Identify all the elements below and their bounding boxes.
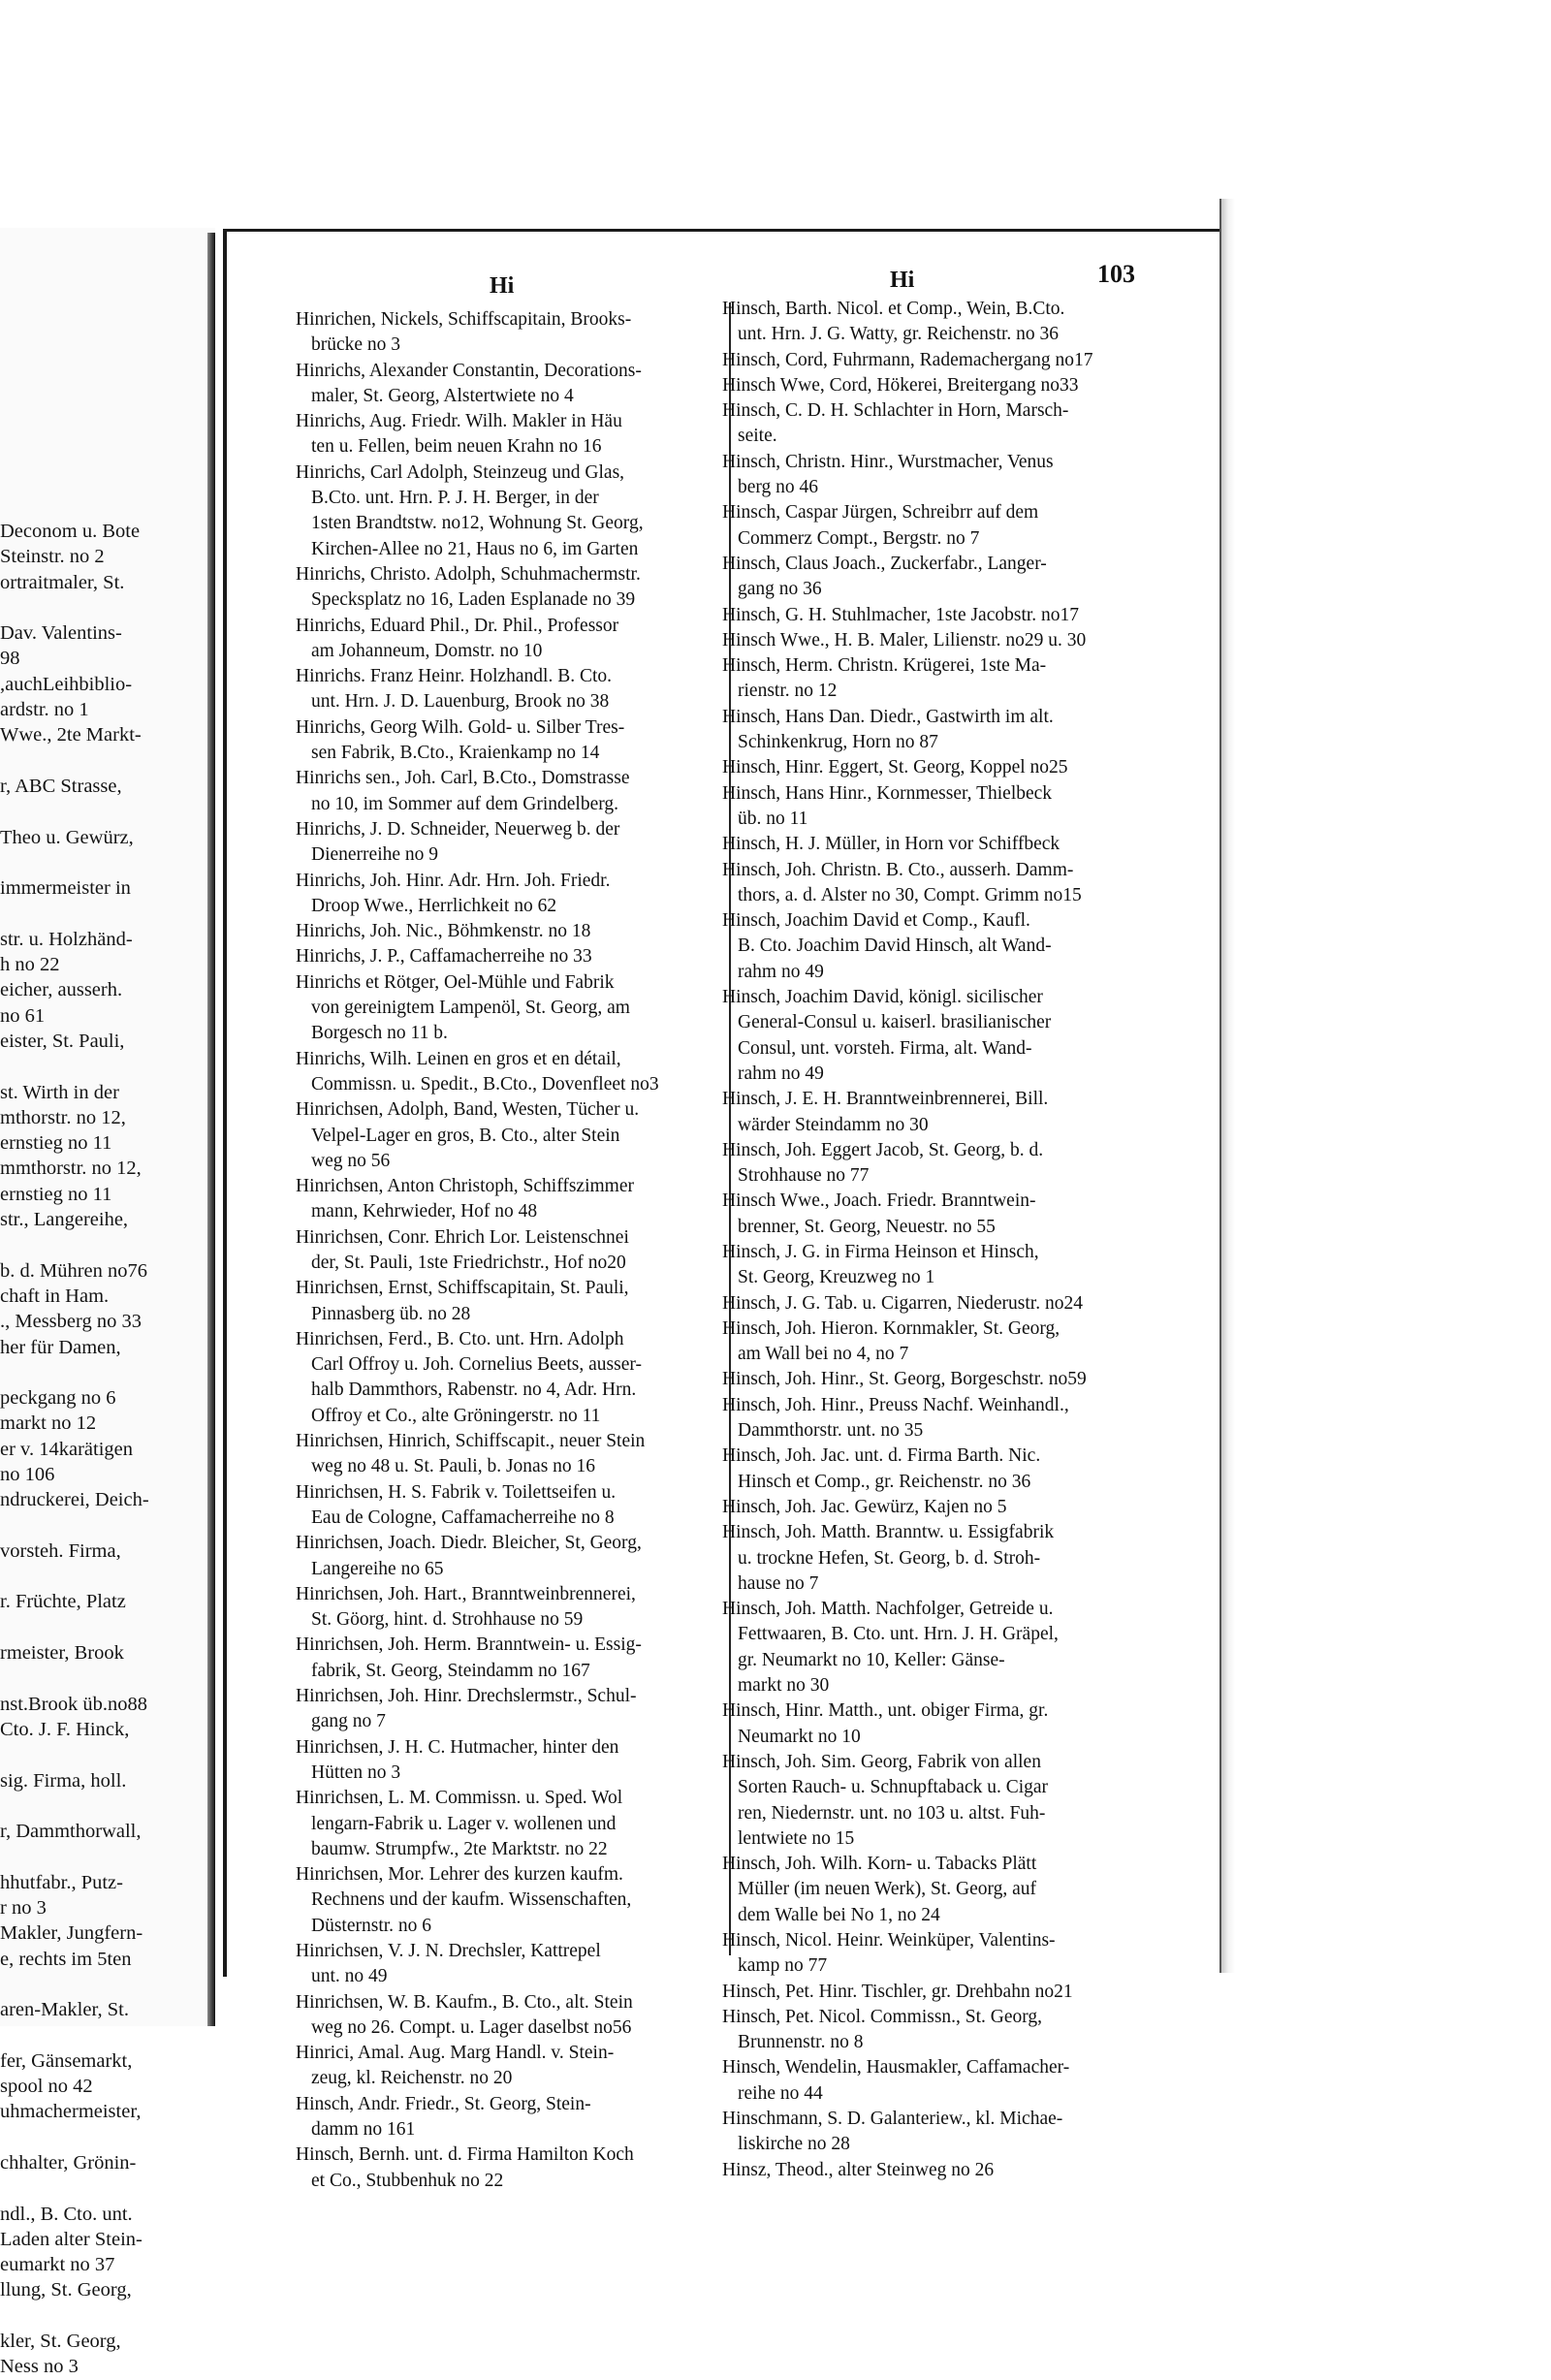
directory-entry-line: Hinsch, Barth. Nicol. et Comp., Wein, B.Cto. bbox=[722, 299, 1065, 319]
previous-page-line: immermeister in bbox=[0, 877, 131, 900]
directory-entry-line: gang no 36 bbox=[738, 579, 822, 600]
directory-entry-line: Hinrichsen, Joach. Diedr. Bleicher, St, Georg, bbox=[296, 1533, 642, 1554]
directory-entry-line: Hinsch, Joh. Hieron. Kornmakler, St. Georg, bbox=[722, 1317, 1060, 1339]
directory-entry-line: weg no 48 u. St. Pauli, b. Jonas no 16 bbox=[311, 1456, 596, 1477]
directory-entry-line: Hinrichsen, Joh. Hinr. Drechslermstr., Schul- bbox=[296, 1686, 637, 1707]
directory-entry-line: Hinsch, Hinr. Eggert, St. Georg, Koppel no25 bbox=[722, 757, 1068, 778]
previous-page-line: ernstieg no 11 bbox=[0, 1183, 112, 1205]
previous-page-line: eister, St. Pauli, bbox=[0, 1030, 125, 1052]
directory-entry-line: u. trockne Hefen, St. Georg, b. d. Stroh- bbox=[738, 1547, 1041, 1569]
left-entries-column bbox=[296, 307, 727, 2194]
directory-entry-line: no 10, im Sommer auf dem Grindelberg. bbox=[311, 793, 618, 814]
directory-entry-line: Hinsch, J. E. H. Branntweinbrennerei, Bill. bbox=[722, 1089, 1049, 1110]
directory-entry-line: Hinrichs. Franz Heinr. Holzhandl. B. Cto. bbox=[296, 666, 613, 687]
directory-entry-line: liskirche no 28 bbox=[738, 2134, 850, 2155]
directory-entry-line: Hinrichsen, V. J. N. Drechsler, Kattrepel bbox=[296, 1941, 601, 1961]
directory-entry-line: Hinsch, J. G. in Firma Heinson et Hinsch, bbox=[722, 1241, 1039, 1262]
directory-entry-line: Hinrichsen, H. S. Fabrik v. Toilettseifen u. bbox=[296, 1481, 617, 1503]
directory-entry-line: seite. bbox=[738, 426, 777, 447]
previous-page-line: hhutfabr., Putz- bbox=[0, 1871, 123, 1893]
page-fold-shadow bbox=[207, 233, 215, 2026]
previous-page-line: r no 3 bbox=[0, 1897, 47, 1920]
directory-entry-line: rienstr. no 12 bbox=[738, 681, 838, 702]
previous-page-line: b. d. Mühren no76 bbox=[0, 1259, 148, 1282]
directory-entry-line: Hinrichsen, J. H. C. Hutmacher, hinter den bbox=[296, 1736, 619, 1758]
directory-entry-line: Hinrichs sen., Joh. Carl, B.Cto., Domstrasse bbox=[296, 768, 630, 789]
directory-entry-line: kamp no 77 bbox=[738, 1955, 828, 1977]
previous-page-line bbox=[0, 1615, 204, 1640]
directory-entry-line: Hinrichsen, Mor. Lehrer des kurzen kaufm. bbox=[296, 1864, 623, 1886]
previous-page-line bbox=[0, 1513, 204, 1539]
directory-entry-line: Müller (im neuen Werk), St. Georg, auf bbox=[738, 1879, 1037, 1900]
previous-page bbox=[0, 228, 215, 2378]
directory-entry-line: maler, St. Georg, Alstertwiete no 4 bbox=[311, 385, 574, 406]
directory-entry-line: Consul, unt. vorsteh. Firma, alt. Wand- bbox=[738, 1037, 1032, 1059]
directory-entry-line: St. Georg, Kreuzweg no 1 bbox=[738, 1267, 935, 1288]
directory-entry-line: Hinrichs, Eduard Phil., Dr. Phil., Professor bbox=[296, 615, 619, 636]
previous-page-line bbox=[0, 748, 204, 774]
previous-page-line: llung, St. Georg, bbox=[0, 2279, 132, 2301]
directory-entry-line: Hinrichs, Joh. Nic., Böhmkenstr. no 18 bbox=[296, 921, 591, 942]
directory-entry-line: lentwiete no 15 bbox=[738, 1827, 855, 1849]
directory-entry-line: mann, Kehrwieder, Hof no 48 bbox=[311, 1201, 538, 1222]
directory-entry-line: brenner, St. Georg, Neuestr. no 55 bbox=[738, 1216, 996, 1237]
directory-entry-line: Hinsch, H. J. Müller, in Horn vor Schiffbeck bbox=[722, 834, 1060, 855]
directory-entry-line: Rechnens und der kaufm. Wissenschaften, bbox=[311, 1889, 632, 1911]
previous-page-line bbox=[0, 1054, 204, 1079]
previous-page-line bbox=[0, 1360, 204, 1385]
previous-page-line: nst.Brook üb.no88 bbox=[0, 1693, 148, 1715]
directory-entry-line: Hinrichsen, L. M. Commissn. u. Sped. Wol bbox=[296, 1788, 623, 1809]
directory-entry-line: Hinsch, Joh. Christn. B. Cto., ausserh. Damm- bbox=[722, 859, 1074, 880]
directory-entry-line: dem Walle bei No 1, no 24 bbox=[738, 1904, 940, 1925]
previous-page-line bbox=[0, 2175, 204, 2201]
directory-entry-line: üb. no 11 bbox=[738, 808, 808, 829]
directory-entry-line: fabrik, St. Georg, Steindamm no 167 bbox=[311, 1660, 590, 1681]
previous-page-line: spool no 42 bbox=[0, 2076, 93, 2098]
directory-entry-line: Commissn. u. Spedit., B.Cto., Dovenfleet no3 bbox=[311, 1073, 659, 1095]
previous-page-line: no 106 bbox=[0, 1463, 55, 1485]
directory-entry-line: Dienerreihe no 9 bbox=[311, 844, 439, 866]
directory-entry-line: thors, a. d. Alster no 30, Compt. Grimm no15 bbox=[738, 884, 1082, 905]
directory-entry-line: Dammthorstr. unt. no 35 bbox=[738, 1420, 924, 1442]
directory-entry-line: B. Cto. Joachim David Hinsch, alt Wand- bbox=[738, 936, 1052, 957]
previous-page-line: e, rechts im 5ten bbox=[0, 1948, 132, 1970]
directory-entry-line: Hinsz, Theod., alter Steinweg no 26 bbox=[722, 2159, 995, 2180]
previous-page-line: er v. 14karätigen bbox=[0, 1438, 133, 1460]
previous-page-line: sig. Firma, holl. bbox=[0, 1769, 127, 1792]
previous-page-line: mmthorstr. no 12, bbox=[0, 1158, 142, 1180]
directory-entry-line: ten u. Fellen, beim neuen Krahn no 16 bbox=[311, 436, 602, 458]
left-running-head: Hi bbox=[490, 273, 515, 299]
directory-entry-line: Hinrici, Amal. Aug. Marg Handl. v. Stein- bbox=[296, 2043, 615, 2064]
directory-entry-line: Hinsch, Claus Joach., Zuckerfabr., Langer- bbox=[722, 553, 1047, 574]
previous-page-line: st. Wirth in der bbox=[0, 1081, 119, 1103]
previous-page-line: ,auchLeihbiblio- bbox=[0, 673, 133, 695]
previous-page-line bbox=[0, 2023, 204, 2048]
previous-page-line: eicher, ausserh. bbox=[0, 979, 123, 1001]
directory-entry-line: Hinrichsen, Hinrich, Schiffscapit., neuer Stein bbox=[296, 1431, 646, 1452]
directory-entry-line: Hinsch, Pet. Nicol. Commissn., St. Georg, bbox=[722, 2006, 1043, 2027]
directory-entry-line: Hinsch, Nicol. Heinr. Weinküper, Valentins- bbox=[722, 1930, 1056, 1951]
directory-entry-line: reihe no 44 bbox=[738, 2082, 823, 2104]
directory-entry-line: Hinsch, Hans Dan. Diedr., Gastwirth im alt. bbox=[722, 706, 1054, 727]
directory-entry-line: et Co., Stubbenhuk no 22 bbox=[311, 2170, 504, 2191]
directory-entry-line: Hinsch, Joachim David et Comp., Kaufl. bbox=[722, 910, 1030, 932]
previous-page-line bbox=[0, 2125, 204, 2150]
directory-entry-line: Pinnasberg üb. no 28 bbox=[311, 1303, 471, 1324]
directory-entry-line: Hinschmann, S. D. Galanteriew., kl. Michae- bbox=[722, 2109, 1063, 2130]
previous-page-line: kler, St. Georg, bbox=[0, 2331, 121, 2353]
directory-entry-line: weg no 56 bbox=[311, 1150, 391, 1171]
directory-entry-line: der, St. Pauli, 1ste Friedrichstr., Hof no20 bbox=[311, 1252, 626, 1273]
directory-entry-line: Hinsch, Bernh. unt. d. Firma Hamilton Koch bbox=[296, 2144, 634, 2166]
previous-page-line: str. u. Holzhänd- bbox=[0, 928, 133, 950]
previous-page-line: chhalter, Grönin- bbox=[0, 2152, 137, 2174]
directory-entry-line: am Johanneum, Domstr. no 10 bbox=[311, 640, 543, 661]
directory-entry-line: Hinsch, Cord, Fuhrmann, Rademachergang no17 bbox=[722, 349, 1093, 370]
directory-entry-line: St. Göorg, hint. d. Strohhause no 59 bbox=[311, 1609, 584, 1631]
directory-entry-line: Hinrichsen, Ernst, Schiffscapitain, St. Pauli, bbox=[296, 1278, 629, 1299]
previous-page-line: markt no 12 bbox=[0, 1412, 97, 1435]
previous-page-line: chaft in Ham. bbox=[0, 1285, 110, 1307]
directory-entry-line: rahm no 49 bbox=[738, 1063, 824, 1084]
directory-entry-line: damm no 161 bbox=[311, 2119, 416, 2141]
previous-page-line bbox=[0, 1232, 204, 1257]
directory-entry-line: Hinsch, Andr. Friedr., St. Georg, Stein- bbox=[296, 2093, 591, 2114]
directory-entry-line: weg no 26. Compt. u. Lager daselbst no56 bbox=[311, 2016, 632, 2038]
directory-entry-line: Neumarkt no 10 bbox=[738, 1726, 861, 1747]
directory-entry-line: gr. Neumarkt no 10, Keller: Gänse- bbox=[738, 1649, 1005, 1670]
directory-entry-line: Hinsch Wwe., H. B. Maler, Lilienstr. no29 u. 30 bbox=[722, 629, 1087, 651]
previous-page-line: Theo u. Gewürz, bbox=[0, 826, 134, 848]
directory-entry-line: Hinrichsen, Anton Christoph, Schiffszimmer bbox=[296, 1176, 634, 1197]
previous-page-line: r, Dammthorwall, bbox=[0, 1821, 142, 1843]
directory-entry-line: Hinsch, Joh. Matth. Branntw. u. Essigfabrik bbox=[722, 1522, 1055, 1543]
directory-entry-line: Hinrichs, Alexander Constantin, Decorations- bbox=[296, 360, 642, 381]
directory-entry-line: Hinrichsen, W. B. Kaufm., B. Cto., alt. Stein bbox=[296, 1991, 633, 2013]
previous-page-line bbox=[0, 1742, 204, 1767]
directory-entry-line: Hinrichs et Rötger, Oel-Mühle und Fabrik bbox=[296, 971, 615, 993]
previous-page-line: vorsteh. Firma, bbox=[0, 1539, 121, 1562]
directory-entry-line: Strohhause no 77 bbox=[738, 1165, 870, 1187]
directory-entry-line: ren, Niedernstr. unt. no 103 u. altst. Fuh- bbox=[738, 1802, 1046, 1824]
directory-entry-line: Hinsch, Hans Hinr., Kornmesser, Thielbeck bbox=[722, 782, 1053, 804]
previous-page-line: ndruckerei, Deich- bbox=[0, 1489, 149, 1511]
directory-entry-line: Hinsch, Joh. Jac. unt. d. Firma Barth. Nic. bbox=[722, 1445, 1041, 1467]
directory-entry-line: Hinrichsen, Ferd., B. Cto. unt. Hrn. Adolph bbox=[296, 1328, 624, 1349]
directory-entry-line: Offroy et Co., alte Gröningerstr. no 11 bbox=[311, 1405, 601, 1426]
previous-page-line: eumarkt no 37 bbox=[0, 2254, 115, 2276]
directory-entry-line: Hinsch, Joh. Hinr., St. Georg, Borgeschstr. no59 bbox=[722, 1369, 1087, 1390]
previous-page-line: uhmachermeister, bbox=[0, 2101, 142, 2123]
previous-page-line bbox=[0, 595, 204, 620]
previous-page-line: her für Damen, bbox=[0, 1336, 121, 1358]
directory-entry-line: Velpel-Lager en gros, B. Cto., alter Stein bbox=[311, 1125, 620, 1146]
previous-page-line: Deconom u. Bote bbox=[0, 521, 141, 542]
directory-entry-line: Brunnenstr. no 8 bbox=[738, 2032, 864, 2053]
previous-page-line bbox=[0, 799, 204, 824]
previous-page-line bbox=[0, 1793, 204, 1819]
directory-entry-line: berg no 46 bbox=[738, 477, 819, 498]
directory-entry-line: Hinrichs, Joh. Hinr. Adr. Hrn. Joh. Friedr. bbox=[296, 870, 611, 891]
directory-entry-line: 1sten Brandtstw. no12, Wohnung St. Georg, bbox=[311, 513, 644, 534]
directory-entry-line: Hinsch, Joachim David, königl. sicilischer bbox=[722, 987, 1043, 1008]
directory-entry-line: Hinsch, Wendelin, Hausmakler, Caffamacher- bbox=[722, 2057, 1070, 2079]
directory-entry-line: Hinsch, Joh. Eggert Jacob, St. Georg, b. d. bbox=[722, 1139, 1044, 1160]
previous-page-line: ardstr. no 1 bbox=[0, 699, 89, 721]
directory-entry-line: wärder Steindamm no 30 bbox=[738, 1114, 929, 1135]
directory-entry-line: Kirchen-Allee no 21, Haus no 6, im Garten bbox=[311, 538, 639, 559]
directory-entry-line: Hinrichs, Georg Wilh. Gold- u. Silber Tres- bbox=[296, 716, 625, 738]
directory-entry-line: Commerz Compt., Bergstr. no 7 bbox=[738, 527, 980, 549]
directory-entry-line: sen Fabrik, B.Cto., Kraienkamp no 14 bbox=[311, 743, 600, 764]
previous-page-line: str., Langereihe, bbox=[0, 1209, 129, 1231]
directory-entry-line: Schinkenkrug, Horn no 87 bbox=[738, 732, 938, 753]
directory-entry-line: Hütten no 3 bbox=[311, 1761, 401, 1783]
directory-entry-line: Hinrichen, Nickels, Schiffscapitain, Brooks- bbox=[296, 309, 632, 330]
previous-page-text-column bbox=[0, 519, 204, 2380]
directory-entry-line: Hinrichsen, Joh. Herm. Branntwein- u. Essig- bbox=[296, 1634, 642, 1656]
previous-page-line bbox=[0, 1666, 204, 1691]
directory-entry-line: Hinsch, Joh. Hinr., Preuss Nachf. Weinhandl., bbox=[722, 1394, 1069, 1415]
directory-entry-line: Hinrichs, Wilh. Leinen en gros et en détail, bbox=[296, 1048, 621, 1069]
previous-page-line bbox=[0, 1844, 204, 1869]
previous-page-line: no 61 bbox=[0, 1004, 46, 1027]
previous-page-line: 98 bbox=[0, 648, 20, 670]
directory-entry-line: Borgesch no 11 b. bbox=[311, 1023, 448, 1044]
previous-page-line: h no 22 bbox=[0, 954, 60, 976]
directory-entry-line: hause no 7 bbox=[738, 1572, 819, 1594]
directory-entry-line: gang no 7 bbox=[311, 1711, 386, 1732]
page-number: 103 bbox=[1097, 260, 1135, 288]
directory-entry-line: Hinrichsen, Conr. Ehrich Lor. Leistenschnei bbox=[296, 1226, 629, 1248]
previous-page-line bbox=[0, 1972, 204, 1997]
previous-page-line: ndl., B. Cto. unt. bbox=[0, 2203, 133, 2225]
directory-entry-line: Hinsch, Joh. Matth. Nachfolger, Getreide u. bbox=[722, 1599, 1054, 1620]
directory-entry-line: Hinrichs, J. D. Schneider, Neuerweg b. der bbox=[296, 818, 620, 840]
directory-entry-line: halb Dammthors, Rabenstr. no 4, Adr. Hrn. bbox=[311, 1380, 637, 1401]
directory-entry-line: B.Cto. unt. Hrn. P. J. H. Berger, in der bbox=[311, 488, 599, 509]
previous-page-line bbox=[0, 2303, 204, 2329]
previous-page-line: Laden alter Stein- bbox=[0, 2228, 142, 2250]
directory-entry-line: Hinsch, Herm. Christn. Krügerei, 1ste Ma- bbox=[722, 655, 1047, 677]
directory-entry-line: Carl Offroy u. Joh. Cornelius Beets, ausser- bbox=[311, 1354, 642, 1376]
previous-page-line: aren-Makler, St. bbox=[0, 1999, 129, 2021]
directory-entry-line: Specksplatz no 16, Laden Esplanade no 39 bbox=[311, 589, 636, 611]
previous-page-line: r, ABC Strasse, bbox=[0, 775, 122, 797]
directory-entry-line: Hinsch, Pet. Hinr. Tischler, gr. Drehbahn no21 bbox=[722, 1981, 1073, 2002]
right-entries-column bbox=[722, 297, 1124, 2183]
previous-page-line bbox=[0, 850, 204, 875]
directory-entry-line: Hinsch Wwe, Cord, Hökerei, Breitergang no33 bbox=[722, 374, 1079, 396]
directory-entry-line: von gereinigtem Lampenöl, St. Georg, am bbox=[311, 998, 630, 1019]
directory-entry-line: Hinsch et Comp., gr. Reichenstr. no 36 bbox=[738, 1471, 1031, 1492]
previous-page-line bbox=[0, 901, 204, 926]
page-edge-shadow bbox=[1219, 199, 1235, 1973]
directory-entry-line: Hinrichs, Christo. Adolph, Schuhmachermstr. bbox=[296, 563, 641, 585]
directory-entry-line: zeug, kl. Reichenstr. no 20 bbox=[311, 2068, 513, 2089]
directory-entry-line: Hinsch, Joh. Sim. Georg, Fabrik von allen bbox=[722, 1751, 1041, 1772]
previous-page-line: ernstieg no 11 bbox=[0, 1132, 112, 1155]
directory-entry-line: brücke no 3 bbox=[311, 334, 401, 356]
directory-entry-line: am Wall bei no 4, no 7 bbox=[738, 1344, 909, 1365]
directory-entry-line: Hinrichs, J. P., Caffamacherreihe no 33 bbox=[296, 946, 592, 968]
directory-entry-line: Hinsch, Hinr. Matth., unt. obiger Firma, gr. bbox=[722, 1700, 1049, 1722]
directory-entry-line: Hinsch, Christn. Hinr., Wurstmacher, Venus bbox=[722, 451, 1054, 472]
previous-page-line: Cto. J. F. Hinck, bbox=[0, 1718, 130, 1740]
directory-entry-line: Hinsch, G. H. Stuhlmacher, 1ste Jacobstr. no17 bbox=[722, 604, 1080, 625]
right-running-head: Hi bbox=[890, 268, 915, 293]
directory-entry-line: unt. no 49 bbox=[311, 1966, 388, 1987]
directory-entry-line: Hinsch, Joh. Jac. Gewürz, Kajen no 5 bbox=[722, 1496, 1007, 1517]
directory-entry-line: Hinrichs, Carl Adolph, Steinzeug und Glas, bbox=[296, 461, 625, 483]
previous-page-line bbox=[0, 1564, 204, 1589]
directory-entry-line: General-Consul u. kaiserl. brasilianischer bbox=[738, 1012, 1052, 1033]
previous-page-line: mthorstr. no 12, bbox=[0, 1106, 126, 1128]
directory-entry-line: baumw. Strumpfw., 2te Marktstr. no 22 bbox=[311, 1838, 608, 1859]
previous-page-line: rmeister, Brook bbox=[0, 1642, 124, 1665]
directory-entry-line: Fettwaaren, B. Cto. unt. Hrn. J. H. Gräpel, bbox=[738, 1624, 1059, 1645]
directory-entry-line: unt. Hrn. J. G. Watty, gr. Reichenstr. no 36 bbox=[738, 324, 1059, 345]
previous-page-line: Makler, Jungfern- bbox=[0, 1922, 143, 1945]
directory-entry-line: Hinsch, Joh. Wilh. Korn- u. Tabacks Plätt bbox=[722, 1854, 1037, 1875]
directory-entry-line: Düsternstr. no 6 bbox=[311, 1915, 432, 1936]
directory-entry-line: Eau de Cologne, Caffamacherreihe no 8 bbox=[311, 1507, 615, 1528]
previous-page-line: ortraitmaler, St. bbox=[0, 571, 125, 593]
directory-entry-line: Hinrichsen, Adolph, Band, Westen, Tücher u. bbox=[296, 1099, 640, 1121]
directory-entry-line: markt no 30 bbox=[738, 1675, 830, 1697]
previous-page-line: r. Früchte, Platz bbox=[0, 1591, 126, 1613]
previous-page-line: Ness no 3 bbox=[0, 2356, 79, 2378]
directory-entry-line: Langereihe no 65 bbox=[311, 1558, 444, 1579]
directory-entry-line: lengarn-Fabrik u. Lager v. wollenen und bbox=[311, 1813, 617, 1834]
previous-page-line: Dav. Valentins- bbox=[0, 622, 122, 645]
previous-page-line: Steinstr. no 2 bbox=[0, 546, 105, 568]
directory-entry-line: Hinsch, J. G. Tab. u. Cigarren, Niederustr. no24 bbox=[722, 1292, 1083, 1314]
directory-entry-line: unt. Hrn. J. D. Lauenburg, Brook no 38 bbox=[311, 691, 610, 713]
previous-page-line: fer, Gänsemarkt, bbox=[0, 2049, 133, 2072]
directory-entry-line: Sorten Rauch- u. Schnupftaback u. Cigar bbox=[738, 1777, 1049, 1798]
directory-entry-line: Hinsch Wwe., Joach. Friedr. Branntwein- bbox=[722, 1190, 1036, 1212]
directory-entry-line: Hinrichsen, Joh. Hart., Branntweinbrennerei, bbox=[296, 1583, 636, 1604]
directory-entry-line: Hinsch, C. D. H. Schlachter in Horn, Marsch- bbox=[722, 400, 1069, 422]
previous-page-line: peckgang no 6 bbox=[0, 1387, 116, 1410]
previous-page-line: Wwe., 2te Markt- bbox=[0, 724, 142, 746]
previous-page-line: ., Messberg no 33 bbox=[0, 1311, 142, 1333]
directory-entry-line: Droop Wwe., Herrlichkeit no 62 bbox=[311, 895, 557, 916]
directory-entry-line: Hinrichs, Aug. Friedr. Wilh. Makler in Häu bbox=[296, 411, 622, 432]
directory-entry-line: rahm no 49 bbox=[738, 961, 824, 982]
directory-entry-line: Hinsch, Caspar Jürgen, Schreibrr auf dem bbox=[722, 502, 1039, 524]
